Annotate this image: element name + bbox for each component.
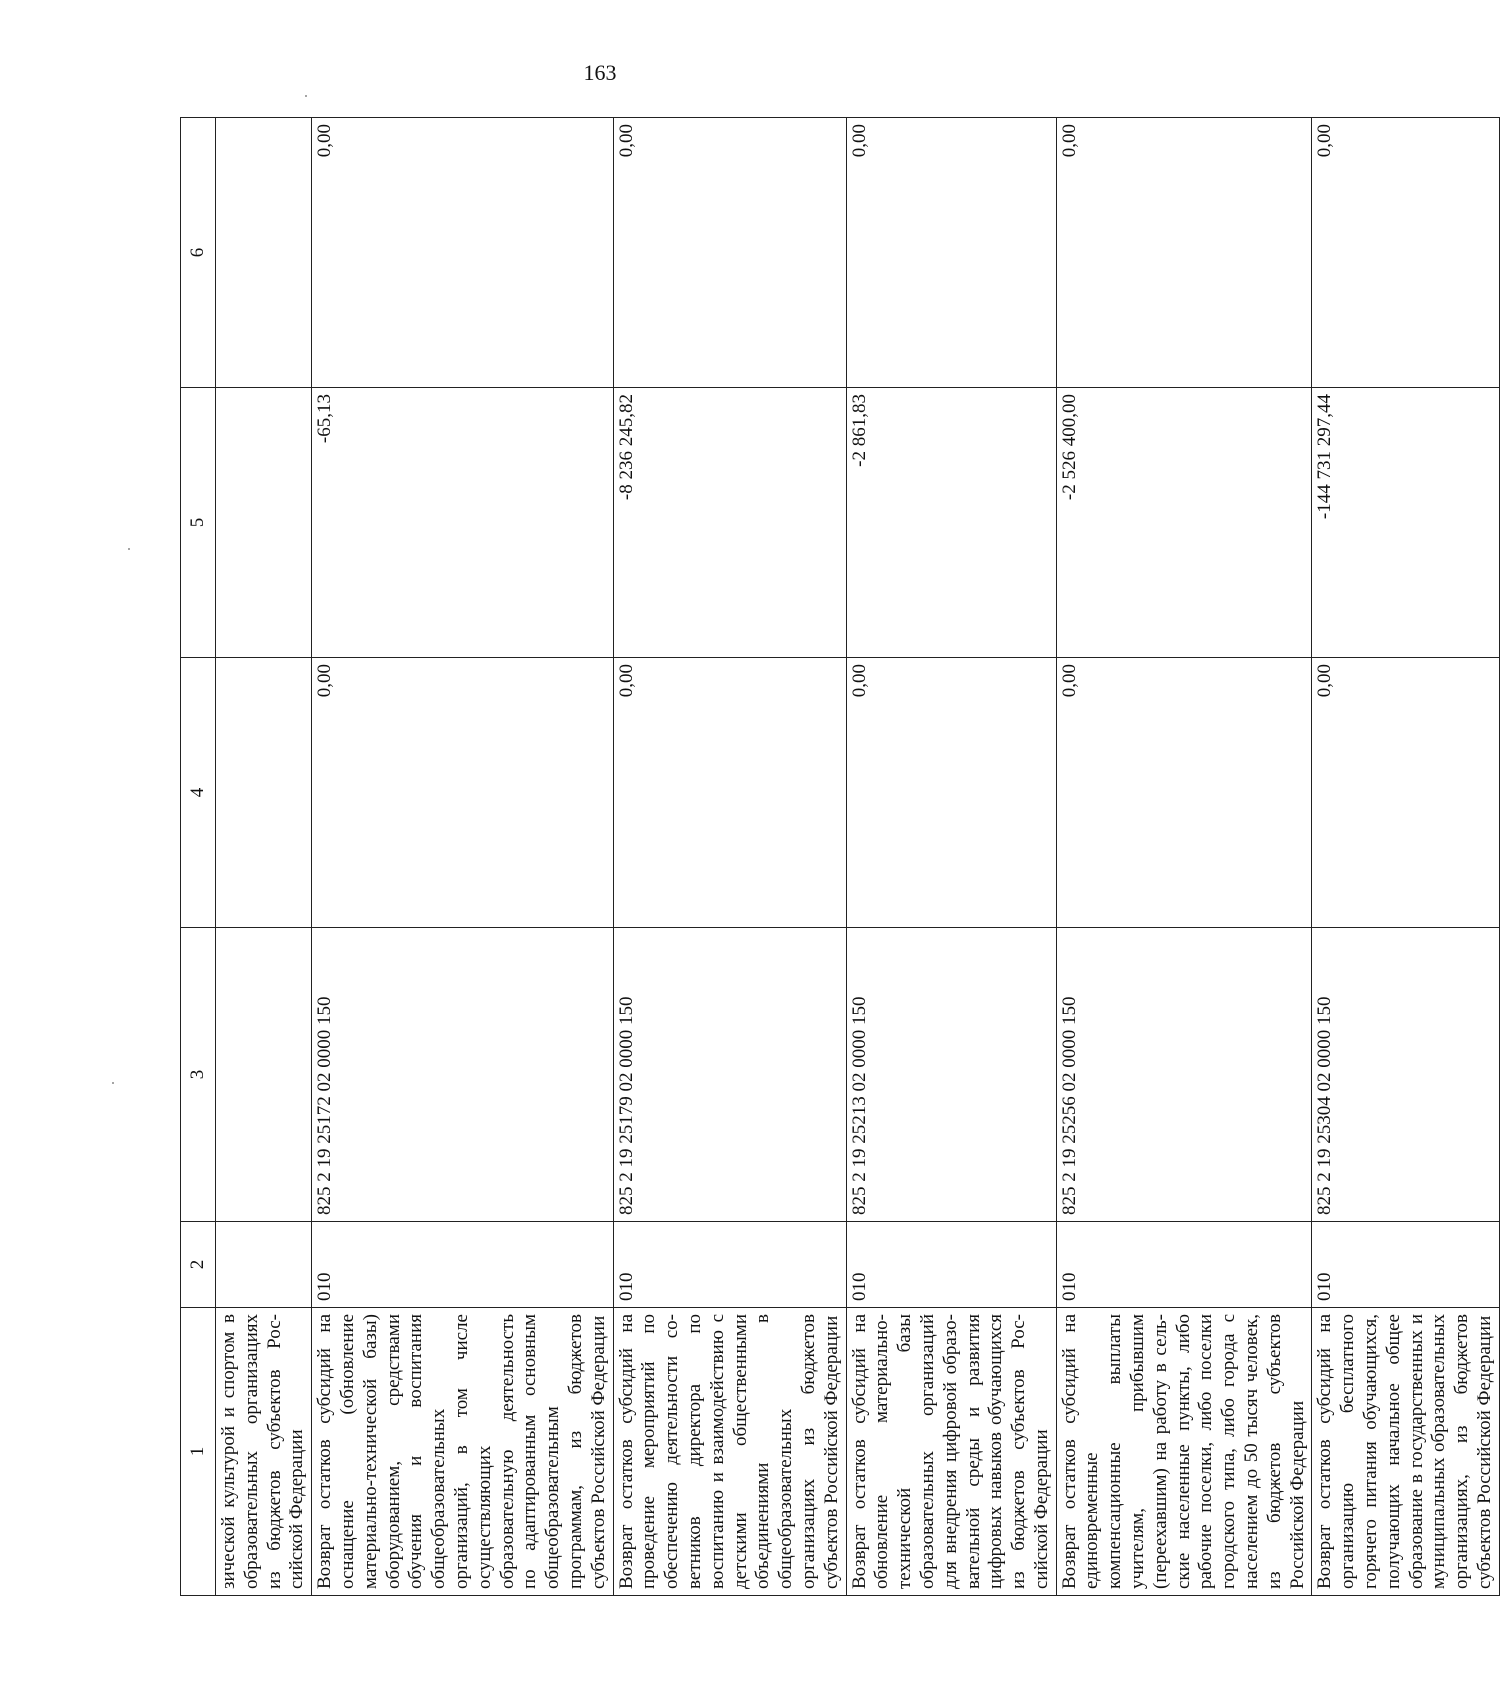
table-row xyxy=(613,118,846,1596)
row-line-code: 010 xyxy=(613,1222,846,1308)
scan-speck xyxy=(112,1082,114,1084)
row-col4-value: 0,00 xyxy=(312,658,613,928)
row-budget-code: 825 2 19 25256 02 0000 150 xyxy=(1056,928,1312,1222)
column-header: 5 xyxy=(181,388,216,658)
row-col5-value: -2 861,83 xyxy=(846,388,1056,658)
row-col5-value: -8 236 245,82 xyxy=(613,388,846,658)
row-col4-value: 0,00 xyxy=(1312,658,1499,928)
row-description: Возврат остатков субсидий на организацию бесплатного горячего питания обучающихся, получающих начальное общее образование в государственных и муниципальных образовательных организациях, из бюджетов субъектов Российской Федерации xyxy=(1312,1308,1499,1596)
table-row xyxy=(1056,118,1312,1596)
row-col5-value: -2 526 400,00 xyxy=(1056,388,1312,658)
row-description: Возврат остатков субсидий на обновление материально-технической базы образовательных организаций для внедрения цифровой образовательной среды и развития цифровых навыков обучающихся из бюджетов субъектов Российской Федерации xyxy=(846,1308,1056,1596)
rotated-table-container xyxy=(180,118,1496,1596)
row-description: Возврат остатков субсидий на единовременные компенсационные выплаты учителям, прибывшим (переехавшим) на работу в сельские населенные пункты, либо рабочие поселки, либо поселки городского типа, либо города с населением до 50 тысяч человек, из бюджетов субъектов Российской Федерации xyxy=(1056,1308,1312,1596)
row-col4-value: 0,00 xyxy=(613,658,846,928)
row-col4-value: 0,00 xyxy=(1056,658,1312,928)
column-header: 4 xyxy=(181,658,216,928)
row-col4-value: 0,00 xyxy=(846,658,1056,928)
column-header: 6 xyxy=(181,118,216,388)
budget-return-table xyxy=(180,117,1500,1596)
row-description: Возврат остатков субсидий на проведение мероприятий по обеспечению деятельности советников директора по воспитанию и взаимодействию с детскими общественными объединениями в общеобразовательных организациях из бюджетов субъектов Российской Федерации xyxy=(613,1308,846,1596)
row-budget-code xyxy=(216,928,312,1222)
row-col6-value: 0,00 xyxy=(1056,118,1312,388)
row-budget-code: 825 2 19 25213 02 0000 150 xyxy=(846,928,1056,1222)
scan-speck xyxy=(128,548,130,550)
row-col6-value: 0,00 xyxy=(613,118,846,388)
column-header: 2 xyxy=(181,1222,216,1308)
row-line-code: 010 xyxy=(846,1222,1056,1308)
table-row xyxy=(1312,118,1499,1596)
row-line-code: 010 xyxy=(1056,1222,1312,1308)
scan-speck xyxy=(305,95,307,97)
rotated-table-frame xyxy=(180,118,1496,1596)
table-row xyxy=(312,118,613,1596)
column-header: 3 xyxy=(181,928,216,1222)
row-col6-value: 0,00 xyxy=(312,118,613,388)
table-row xyxy=(216,118,312,1596)
column-number-row xyxy=(181,118,216,1596)
row-line-code xyxy=(216,1222,312,1308)
row-budget-code: 825 2 19 25179 02 0000 150 xyxy=(613,928,846,1222)
row-col5-value xyxy=(216,388,312,658)
row-col5-value: -65,13 xyxy=(312,388,613,658)
row-col6-value: 0,00 xyxy=(1312,118,1499,388)
row-budget-code: 825 2 19 25172 02 0000 150 xyxy=(312,928,613,1222)
page-number: 163 xyxy=(583,60,617,85)
row-line-code: 010 xyxy=(1312,1222,1499,1308)
row-col4-value xyxy=(216,658,312,928)
row-description: Возврат остатков субсидий на оснащение (обновление материально-технической базы) оборудованием, средствами обучения и воспитания общеобразовательных организаций, в том числе осуществляющих образовательную деятельность по адаптированным основным общеобразовательным программам, из бюджетов субъектов Российской Федерации xyxy=(312,1308,613,1596)
row-budget-code: 825 2 19 25304 02 0000 150 xyxy=(1312,928,1499,1222)
row-col6-value: 0,00 xyxy=(846,118,1056,388)
row-line-code: 010 xyxy=(312,1222,613,1308)
row-col6-value xyxy=(216,118,312,388)
column-header: 1 xyxy=(181,1308,216,1596)
row-col5-value: -144 731 297,44 xyxy=(1312,388,1499,658)
row-description: зической культурой и спортом в образовательных организациях из бюджетов субъектов Российской Федерации xyxy=(216,1308,312,1596)
table-row xyxy=(846,118,1056,1596)
